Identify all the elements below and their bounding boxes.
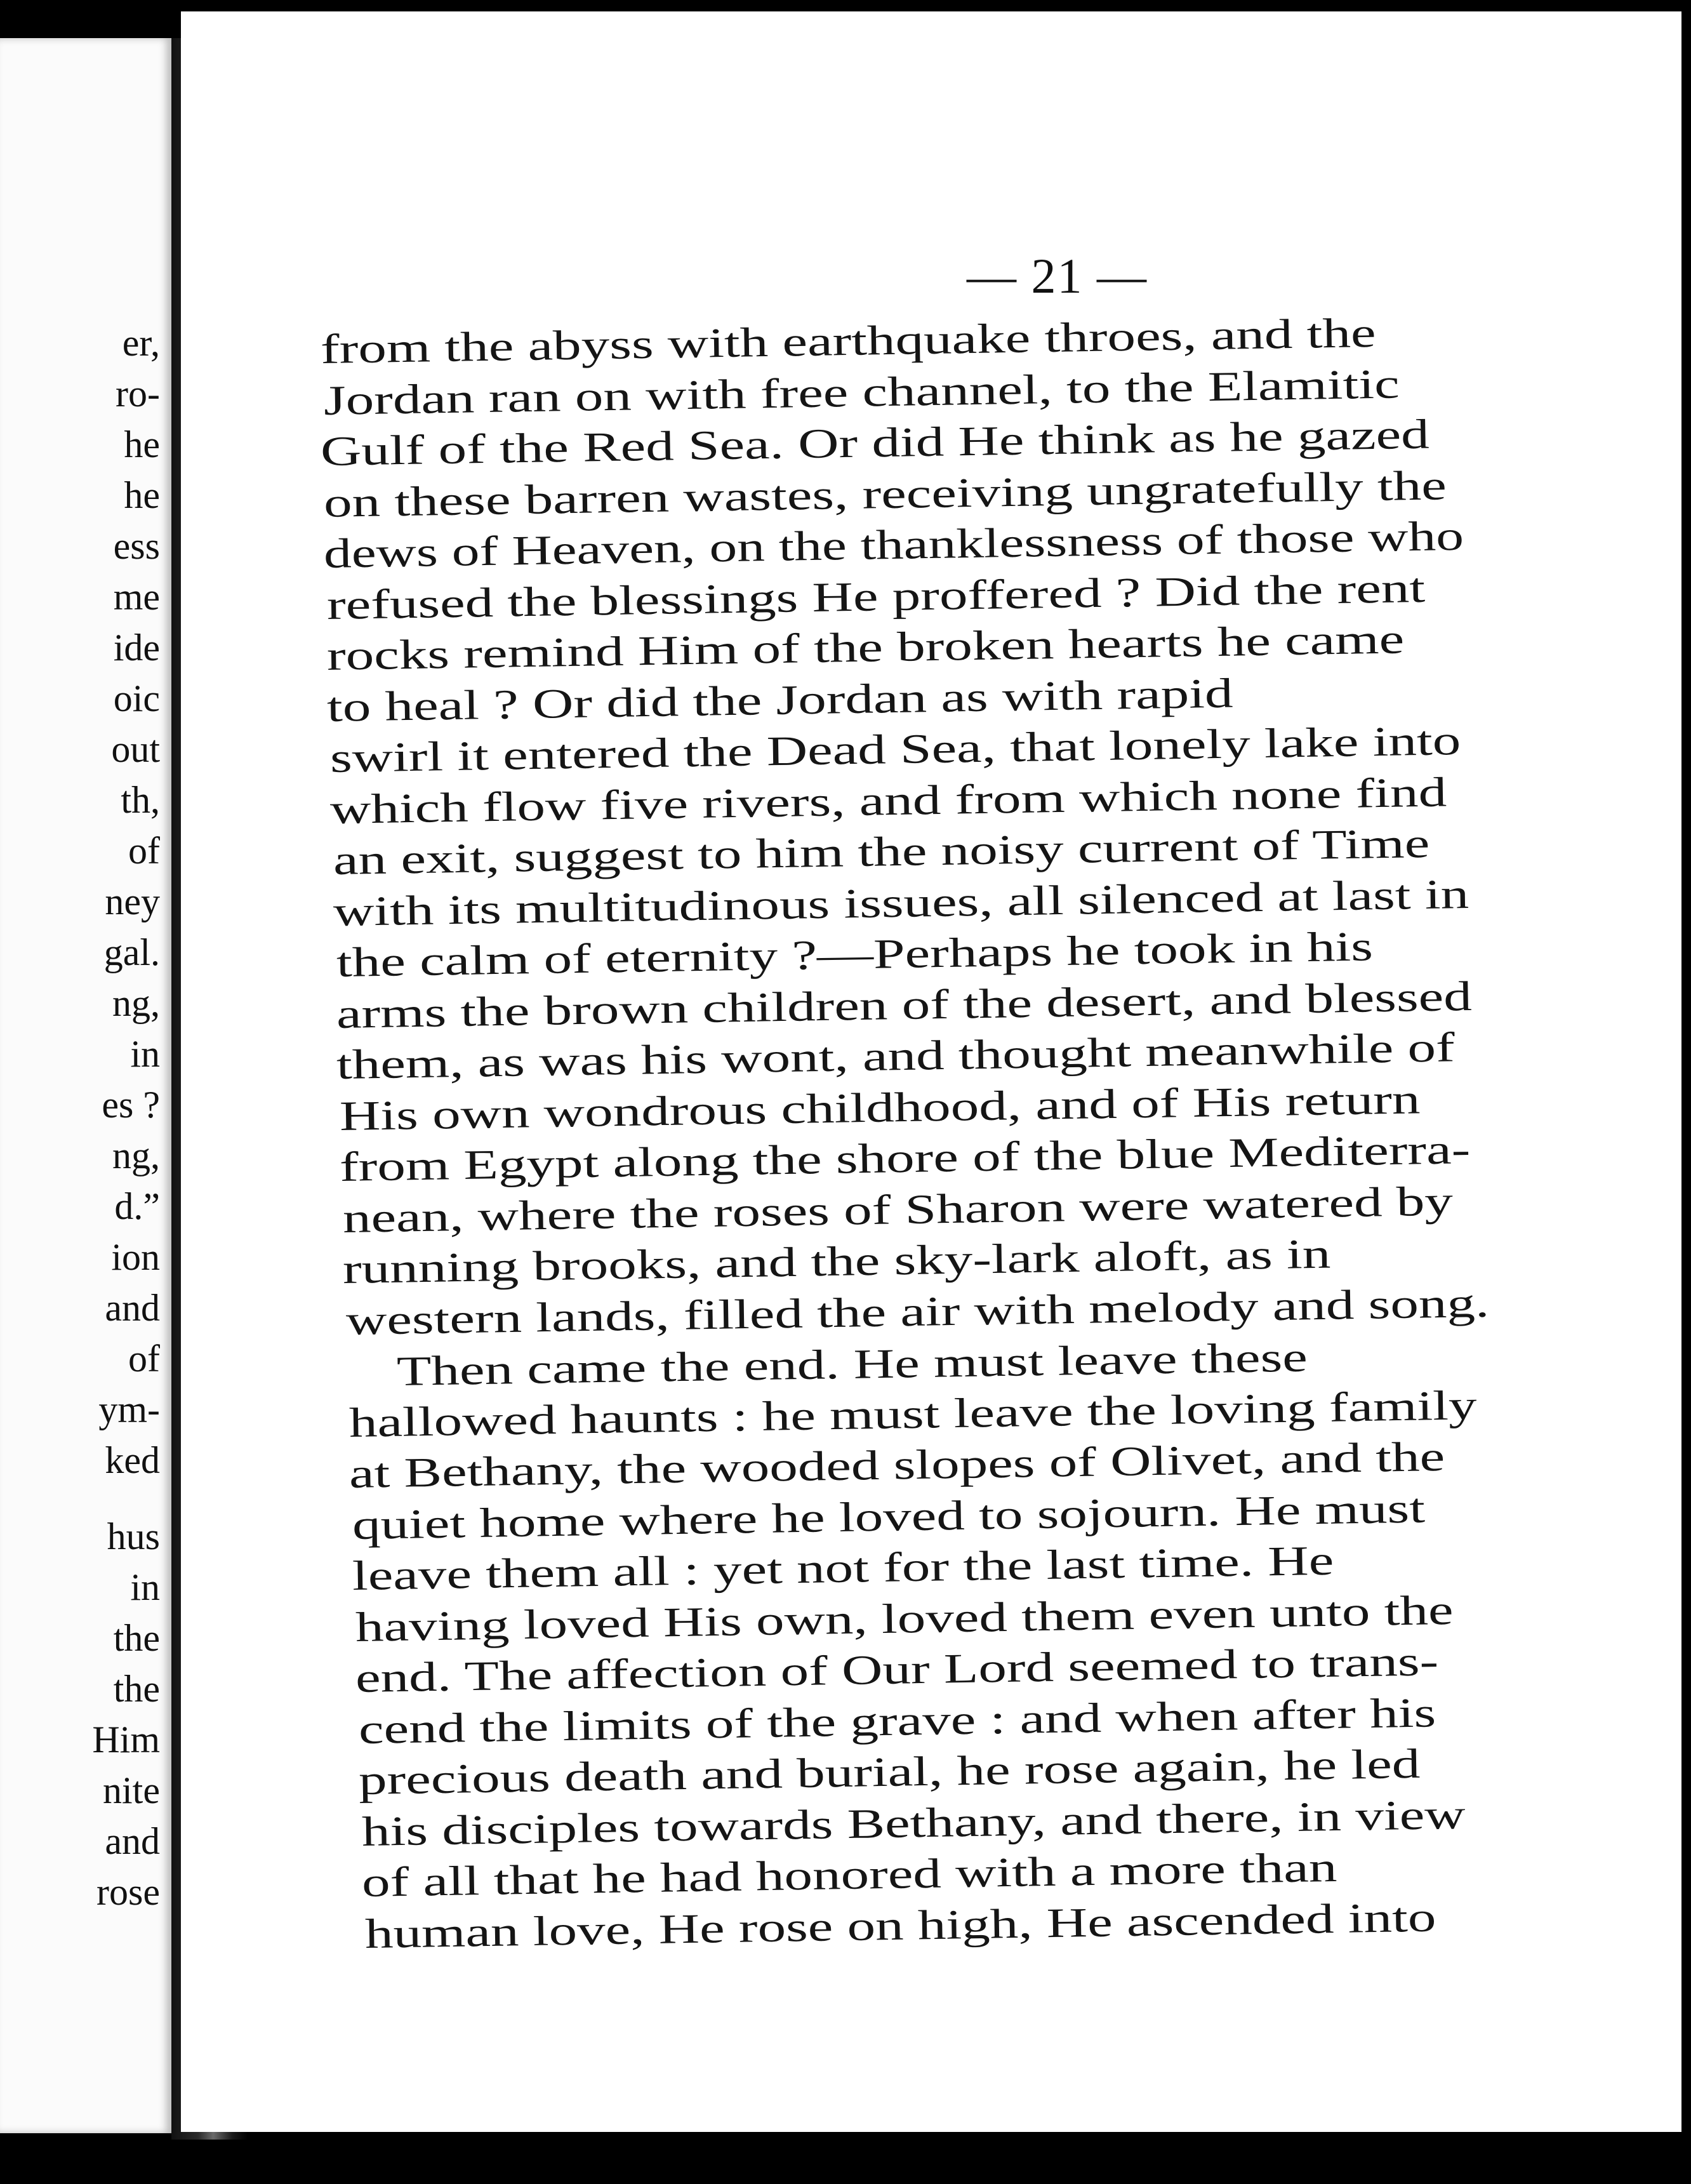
- facing-page-line: he: [124, 423, 160, 465]
- facing-page-line: ion: [111, 1236, 160, 1278]
- text-line: Jordan ran on with free channel, to the Elamitic: [323, 360, 1400, 424]
- text-line: His own wondrous childhood, and of His return: [339, 1075, 1421, 1140]
- text-line: swirl it entered the Dead Sea, that lonely lake into: [329, 717, 1461, 782]
- facing-page-line: and: [105, 1820, 160, 1862]
- text-line: the calm of eternity ?—Perhaps he took in his: [336, 923, 1374, 986]
- facing-page-line: out: [111, 728, 160, 770]
- facing-page-line: ro-: [116, 373, 160, 415]
- text-line: quiet home where he loved to sojourn. He must: [352, 1484, 1426, 1548]
- facing-page-line: th,: [121, 779, 160, 821]
- text-line: them, as was his wont, and thought meanwhile of: [336, 1024, 1456, 1088]
- facing-page: [0, 38, 171, 2133]
- facing-page-line: in: [130, 1033, 160, 1075]
- text-line: nean, where the roses of Sharon were watered by: [342, 1178, 1454, 1242]
- text-line: human love, He rose on high, He ascended into: [364, 1893, 1436, 1957]
- text-line: his disciples towards Bethany, and there, in view: [361, 1791, 1466, 1855]
- text-line: to heal ? Or did the Jordan as with rapid: [326, 670, 1234, 731]
- facing-page-line: ide: [113, 627, 160, 669]
- facing-page-line: nite: [103, 1769, 160, 1811]
- facing-page-line: the: [113, 1668, 160, 1710]
- facing-page-line: d.”: [114, 1185, 160, 1227]
- text-line: from Egypt along the shore of the blue Mediterra-: [339, 1126, 1471, 1190]
- text-line: of all that he had honored with a more than: [361, 1844, 1337, 1906]
- facing-page-line: gal.: [103, 931, 160, 973]
- text-line: western lands, filled the air with melody and song.: [345, 1279, 1490, 1344]
- facing-page-line: in: [130, 1566, 160, 1608]
- facing-page-line: ney: [105, 881, 160, 922]
- text-line: with its multitudinous issues, all silenced at last in: [333, 870, 1469, 935]
- text-line: which flow five rivers, and from which none find: [329, 768, 1447, 833]
- text-line: from the abyss with earthquake throes, and the: [320, 309, 1377, 373]
- facing-page-line: ked: [105, 1439, 160, 1481]
- text-line: arms the brown children of the desert, and blessed: [336, 973, 1473, 1037]
- text-line: rocks remind Him of the broken hearts he came: [326, 616, 1405, 679]
- text-line: leave them all : yet not for the last time. He: [352, 1537, 1334, 1599]
- facing-page-line: and: [105, 1287, 160, 1329]
- text-line: running brooks, and the sky-lark aloft, as in: [342, 1230, 1331, 1293]
- page-number: — 21 —: [967, 248, 1148, 303]
- page: [181, 11, 1681, 2132]
- facing-page-line: ym-: [98, 1388, 160, 1430]
- facing-page-line: he: [124, 474, 160, 516]
- facing-page-line: me: [113, 576, 160, 618]
- facing-page-line: es ?: [102, 1084, 160, 1126]
- text-line: on these barren wastes, receiving ungratefully the: [323, 462, 1447, 526]
- facing-page-line: hus: [107, 1515, 160, 1557]
- facing-page-line: of: [128, 830, 160, 872]
- facing-page-line: rose: [96, 1871, 160, 1913]
- text-line: an exit, suggest to him the noisy current of Time: [333, 820, 1430, 884]
- facing-page-line: ess: [113, 525, 160, 567]
- facing-page-line: Him: [92, 1719, 160, 1761]
- text-line: precious death and burial, he rose again, he led: [358, 1740, 1421, 1804]
- text-line: dews of Heaven, on the thanklessness of those who: [323, 512, 1464, 577]
- text-line: Gulf of the Red Sea. Or did He think as he gazed: [320, 411, 1430, 475]
- facing-page-line: of: [128, 1338, 160, 1380]
- body-text: [181, 11, 1681, 2132]
- text-line: having loved His own, loved them even unto the: [355, 1587, 1454, 1651]
- facing-page-line: oic: [113, 677, 160, 719]
- text-line: end. The affection of Our Lord seemed to trans-: [355, 1638, 1439, 1701]
- facing-page-line: the: [113, 1617, 160, 1659]
- text-line: refused the blessings He proffered ? Did the rent: [326, 564, 1426, 629]
- text-line: cend the limits of the grave : and when after his: [358, 1689, 1436, 1753]
- text-line: at Bethany, the wooded slopes of Olivet, and the: [348, 1433, 1445, 1497]
- text-line: hallowed haunts : he must leave the loving family: [348, 1382, 1478, 1446]
- facing-page-line: ng,: [112, 1135, 160, 1176]
- facing-page-line: ng,: [112, 982, 160, 1024]
- text-line: Then came the end. He must leave these: [396, 1334, 1308, 1395]
- facing-page-line: er,: [122, 322, 160, 364]
